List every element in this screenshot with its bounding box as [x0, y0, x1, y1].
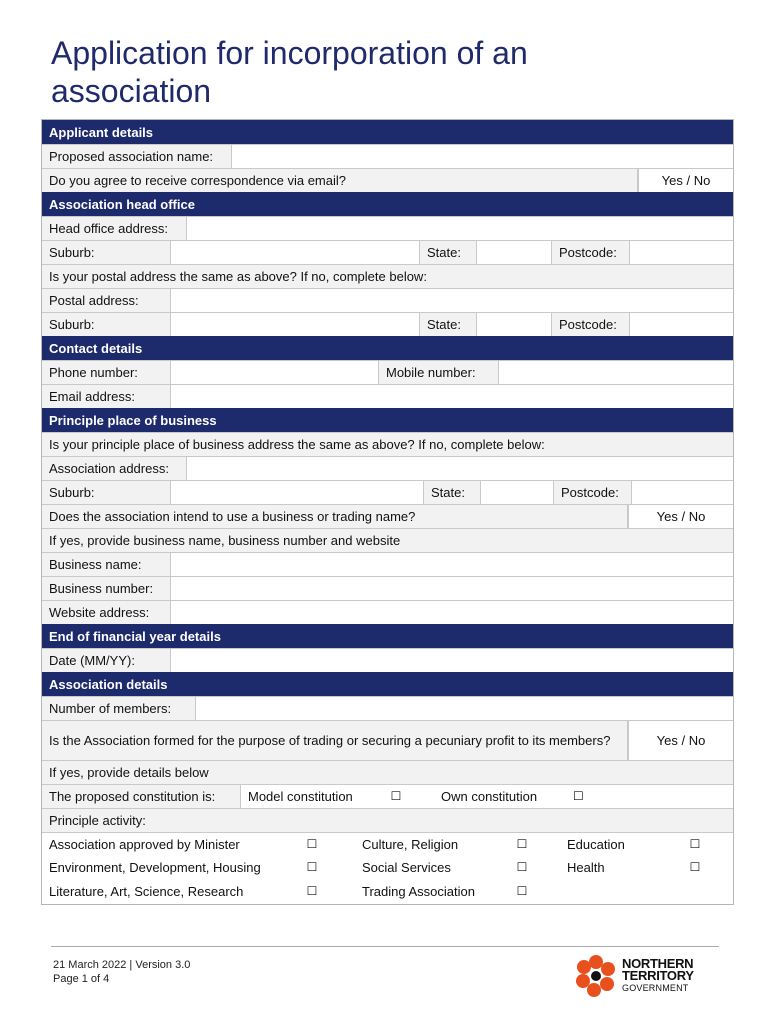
row-proposed-name	[42, 144, 733, 168]
email-consent-yes-no[interactable]: Yes / No	[638, 169, 733, 192]
row-email	[42, 384, 733, 408]
row-business-number	[42, 576, 733, 600]
section-title: Applicant details	[49, 125, 154, 140]
nt-government-logo	[574, 954, 694, 998]
own-constitution-checkbox[interactable]: ☐	[566, 785, 586, 808]
footer-date-version: 21 March 2022 | Version 3.0	[53, 959, 191, 971]
state-field[interactable]	[477, 241, 552, 264]
footer-page-number: Page 1 of 4	[53, 973, 110, 985]
phone-field[interactable]	[171, 361, 379, 384]
postcode-label: Postcode:	[552, 313, 630, 336]
activity-culture-checkbox[interactable]: ☐	[507, 833, 537, 856]
activity-social-label: Social Services	[327, 856, 507, 880]
website-field[interactable]	[171, 601, 733, 624]
postal-address-field[interactable]	[171, 289, 733, 312]
pecuniary-question: Is the Association formed for the purpose of trading or securing a pecuniary profit to its members?	[42, 721, 628, 760]
postcode-field[interactable]	[630, 241, 733, 264]
section-header-head-office	[42, 192, 733, 216]
activity-environment-checkbox[interactable]: ☐	[297, 856, 327, 880]
section-title: Association details	[49, 677, 168, 692]
row-head-office-suburb	[42, 240, 733, 264]
row-postal-question	[42, 264, 733, 288]
fy-date-field[interactable]	[171, 649, 733, 672]
row-members	[42, 696, 733, 720]
section-header-association	[42, 672, 733, 696]
constitution-spacer	[586, 785, 733, 808]
email-label: Email address:	[42, 385, 171, 408]
association-address-field[interactable]	[187, 457, 733, 480]
row-business-name	[42, 552, 733, 576]
suburb-label: Suburb:	[42, 481, 171, 504]
row-activities-2	[42, 856, 733, 880]
row-principal-question	[42, 432, 733, 456]
trading-name-question: Does the association intend to use a business or trading name?	[42, 505, 628, 528]
row-website	[42, 600, 733, 624]
head-office-address-label: Head office address:	[42, 217, 187, 240]
nt-flower-icon	[574, 954, 618, 998]
logo-line-1: NORTHERN	[622, 956, 694, 971]
row-postal-suburb	[42, 312, 733, 336]
row-activities-3	[42, 880, 733, 904]
activity-culture-label: Culture, Religion	[327, 833, 507, 856]
logo-line-3: GOVERNMENT	[622, 983, 689, 993]
own-constitution-label: Own constitution	[411, 785, 566, 808]
mobile-label: Mobile number:	[379, 361, 499, 384]
row-head-office-address	[42, 216, 733, 240]
activity-health-checkbox[interactable]: ☐	[657, 856, 733, 880]
row-phone	[42, 360, 733, 384]
state-label: State:	[420, 241, 477, 264]
page-title: Application for incorporation of an association	[51, 35, 528, 109]
email-field[interactable]	[171, 385, 733, 408]
row-email-consent	[42, 168, 733, 192]
postcode-field[interactable]	[630, 313, 733, 336]
proposed-name-field[interactable]	[232, 145, 733, 168]
row-trading-name-question	[42, 504, 733, 528]
section-header-financial	[42, 624, 733, 648]
phone-label: Phone number:	[42, 361, 171, 384]
row-activities-1	[42, 832, 733, 856]
suburb-label: Suburb:	[42, 241, 171, 264]
row-principal-suburb	[42, 480, 733, 504]
postal-question: Is your postal address the same as above? If no, complete below:	[42, 265, 733, 288]
state-field[interactable]	[477, 313, 552, 336]
row-activity-label	[42, 808, 733, 832]
head-office-address-field[interactable]	[187, 217, 733, 240]
footer-text	[53, 958, 190, 986]
constitution-label: The proposed constitution is:	[42, 785, 241, 808]
model-constitution-label: Model constitution	[241, 785, 381, 808]
activity-health-label: Health	[537, 856, 657, 880]
section-header-principal	[42, 408, 733, 432]
business-name-field[interactable]	[171, 553, 733, 576]
row-pecuniary-question	[42, 720, 733, 760]
activity-trading-label: Trading Association	[327, 880, 507, 904]
members-label: Number of members:	[42, 697, 196, 720]
row-postal-address	[42, 288, 733, 312]
proposed-name-label: Proposed association name:	[42, 145, 232, 168]
model-constitution-checkbox[interactable]: ☐	[381, 785, 411, 808]
row-association-address	[42, 456, 733, 480]
state-field[interactable]	[481, 481, 554, 504]
email-consent-question: Do you agree to receive correspondence via email?	[42, 169, 638, 192]
application-form	[41, 119, 734, 905]
trading-name-yes-no[interactable]: Yes / No	[628, 505, 733, 528]
logo-line-2: TERRITORY	[622, 968, 694, 983]
footer-divider	[51, 946, 719, 947]
state-label: State:	[420, 313, 477, 336]
association-address-label: Association address:	[42, 457, 187, 480]
postal-address-label: Postal address:	[42, 289, 171, 312]
section-title: End of financial year details	[49, 629, 221, 644]
postcode-field[interactable]	[632, 481, 733, 504]
activity-social-checkbox[interactable]: ☐	[507, 856, 537, 880]
logo-wordmark	[622, 958, 694, 994]
website-label: Website address:	[42, 601, 171, 624]
suburb-field[interactable]	[171, 481, 424, 504]
section-header-contact	[42, 336, 733, 360]
row-business-if-yes	[42, 528, 733, 552]
section-title: Principle place of business	[49, 413, 217, 428]
postcode-label: Postcode:	[554, 481, 632, 504]
section-title: Contact details	[49, 341, 143, 356]
activity-education-label: Education	[537, 833, 657, 856]
activity-literature-checkbox[interactable]: ☐	[297, 880, 327, 904]
section-header-applicant	[42, 120, 733, 144]
members-field[interactable]	[196, 697, 733, 720]
activity-spacer	[537, 880, 733, 904]
postcode-label: Postcode:	[552, 241, 630, 264]
row-fy-date	[42, 648, 733, 672]
activity-environment-label: Environment, Development, Housing	[42, 856, 297, 880]
activity-trading-checkbox[interactable]: ☐	[507, 880, 537, 904]
activity-literature-label: Literature, Art, Science, Research	[42, 880, 297, 904]
principal-question: Is your principle place of business address the same as above? If no, complete below:	[42, 433, 733, 456]
suburb-field[interactable]	[171, 241, 420, 264]
assoc-if-yes-label: If yes, provide details below	[42, 761, 733, 784]
business-number-label: Business number:	[42, 577, 171, 600]
row-constitution	[42, 784, 733, 808]
mobile-field[interactable]	[499, 361, 733, 384]
section-title: Association head office	[49, 197, 195, 212]
activity-minister-label: Association approved by Minister	[42, 833, 297, 856]
state-label: State:	[424, 481, 481, 504]
activity-label: Principle activity:	[42, 809, 733, 832]
business-name-label: Business name:	[42, 553, 171, 576]
row-assoc-if-yes	[42, 760, 733, 784]
fy-date-label: Date (MM/YY):	[42, 649, 171, 672]
pecuniary-yes-no[interactable]: Yes / No	[628, 721, 733, 760]
suburb-label: Suburb:	[42, 313, 171, 336]
business-if-yes-label: If yes, provide business name, business number and website	[42, 529, 733, 552]
activity-education-checkbox[interactable]: ☐	[657, 833, 733, 856]
suburb-field[interactable]	[171, 313, 420, 336]
activity-minister-checkbox[interactable]: ☐	[297, 833, 327, 856]
business-number-field[interactable]	[171, 577, 733, 600]
